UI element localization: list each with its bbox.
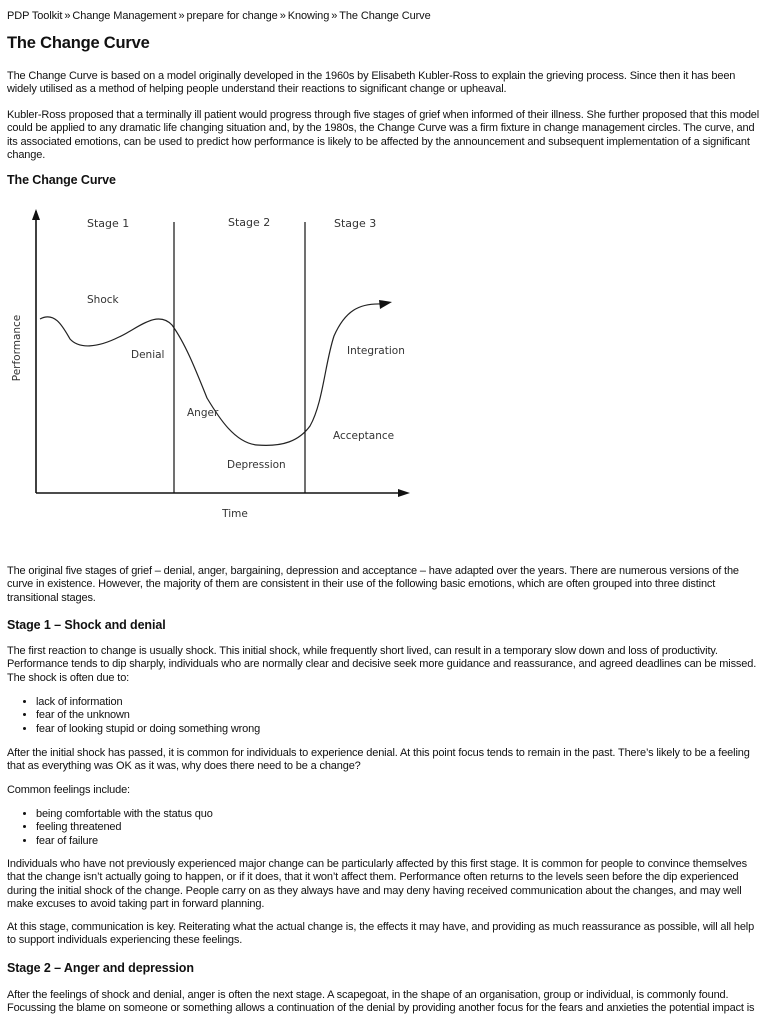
y-axis-label: Performance <box>11 314 23 382</box>
breadcrumb-current: The Change Curve <box>339 10 431 22</box>
breadcrumb-separator: » <box>178 10 185 22</box>
curve-label-depression: Depression <box>227 459 286 471</box>
stage1-heading: Stage 1 – Shock and denial <box>7 618 166 632</box>
breadcrumb-link-change-management[interactable]: Change Management <box>72 10 177 22</box>
curve-arrowhead <box>379 300 392 309</box>
stage1-paragraph-4: At this stage, communication is key. Reiterating what the actual change is, the effects it may have, and providing as much reassurance as possible, will all help to support individuals experiencing these feelings. <box>7 921 755 947</box>
change-curve-diagram <box>7 203 427 533</box>
common-feelings-list <box>7 808 761 848</box>
list-item: • feeling threatened <box>36 821 761 834</box>
stage1-paragraph-3: Individuals who have not previously experienced major change can be particularly affected by this first stage. It is common for people to convince themselves that the change isn’t actually going to happen, or if it does, that it won’t affect them. Performance often returns to the levels seen before the dip experienced during the initial shock of the change. People carry on as they always have and may deny having received communication about the changes, and may well make excuses to avoid taking part in forward planning. <box>7 858 747 911</box>
breadcrumb-link-prepare-for-change[interactable]: prepare for change <box>186 10 278 22</box>
curve-label-denial: Denial <box>131 349 165 361</box>
curve-label-shock: Shock <box>87 294 119 306</box>
breadcrumb-link-pdp-toolkit[interactable]: PDP Toolkit <box>7 10 63 22</box>
performance-curve <box>40 304 382 445</box>
common-feelings-intro: Common feelings include: <box>7 784 130 796</box>
curve-label-integration: Integration <box>347 345 405 357</box>
stage2-heading: Stage 2 – Anger and depression <box>7 961 194 975</box>
change-curve-figure <box>7 203 427 533</box>
stage-label-3: Stage 3 <box>334 217 377 230</box>
stage2-paragraph-1: After the feelings of shock and denial, anger is often the next stage. A scapegoat, in the shape of an organisation, group or individual, is commonly found. Focussing the blame on someone or something allows a continuation of the denial by providing another focus for the fears and anxieties the potential impact is <box>7 989 755 1015</box>
intro-paragraph-1: The Change Curve is based on a model originally developed in the 1960s by Elisabeth Kubler-Ross to explain the grieving process. Since then it has been widely utilised as a method of helping people understand their reactions to significant change or upheaval. <box>7 70 736 96</box>
list-item: • fear of looking stupid or doing something wrong <box>36 723 761 736</box>
x-axis-arrowhead <box>398 489 410 497</box>
curve-label-acceptance: Acceptance <box>333 430 395 442</box>
list-item: • being comfortable with the status quo <box>36 808 761 821</box>
breadcrumb-link-knowing[interactable]: Knowing <box>287 10 330 22</box>
stage1-paragraph-2: After the initial shock has passed, it is common for individuals to experience denial. At this point focus tends to remain in the past. There’s likely to be a feeling that as everything was OK as it was, why does there need to be a change? <box>7 747 750 773</box>
page-title: The Change Curve <box>7 34 150 52</box>
x-axis-label: Time <box>222 508 248 520</box>
stage-label-2: Stage 2 <box>228 216 271 229</box>
breadcrumb-separator: » <box>279 10 286 22</box>
intro-paragraph-2: Kubler-Ross proposed that a terminally ill patient would progress through five stages of grief when informed of their illness. She further proposed that this model could be applied to any dramatic life changing situation and, by the 1980s, the Change Curve was a firm fixture in change management circles. The curve, and its associated emotions, can be used to predict how performance is likely to be affected by the announcement and subsequent implementation of a significant change. <box>7 109 760 162</box>
breadcrumb-separator: » <box>331 10 338 22</box>
stage-label-1: Stage 1 <box>87 217 130 230</box>
y-axis-arrowhead <box>32 209 40 220</box>
stage1-paragraph-1: The first reaction to change is usually shock. This initial shock, while frequently short lived, can result in a temporary slow down and loss of productivity. Performance tends to dip sharply, individuals who are normally clear and decisive seek more guidance and reassurance, and agreed deadlines can be missed. The shock is often due to: <box>7 645 757 684</box>
breadcrumb <box>7 10 431 23</box>
list-item: • fear of failure <box>36 835 761 848</box>
list-item: • fear of the unknown <box>36 709 761 722</box>
breadcrumb-separator: » <box>64 10 71 22</box>
stages-overview-paragraph: The original five stages of grief – denial, anger, bargaining, depression and acceptance – have adapted over the years. There are numerous versions of the curve in existence. However, the majority of them are consistent in their use of the following basic emotions, which are often grouped into three distinct transitional stages. <box>7 565 739 604</box>
figure-heading: The Change Curve <box>7 173 116 187</box>
shock-causes-list <box>7 696 761 736</box>
list-item: • lack of information <box>36 696 761 709</box>
curve-label-anger: Anger <box>187 407 219 419</box>
